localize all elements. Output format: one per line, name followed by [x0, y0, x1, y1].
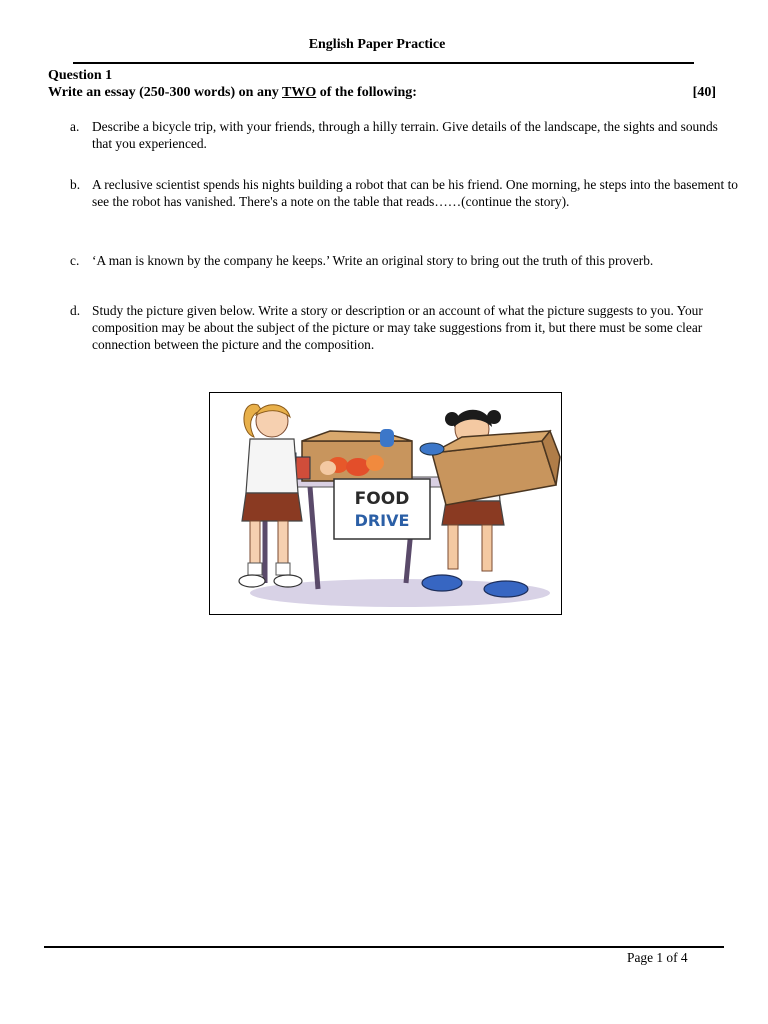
- sign-line-drive: DRIVE: [354, 511, 410, 530]
- page-number: Page 1 of 4: [627, 950, 688, 965]
- food-drive-sign: [334, 479, 430, 539]
- instruction-emphasis: TWO: [282, 85, 317, 100]
- donation-box-on-table: [302, 429, 412, 481]
- question-heading: Question 1: [48, 68, 113, 83]
- option-text: Describe a bicycle trip, with your friends, through a hilly terrain. Give details of the landscape, the sights and sounds that you experienced.: [92, 119, 718, 151]
- question-marks: [40]: [692, 85, 716, 100]
- option-marker: d.: [70, 303, 81, 318]
- option-marker: a.: [70, 119, 80, 134]
- footer-divider: [44, 946, 724, 948]
- option-text: A reclusive scientist spends his nights building a robot that can be his friend. One morning, he steps into the basement to see the robot has vanished. There's a note on the table that reads……(continue the story).: [92, 177, 738, 209]
- option-text: Study the picture given below. Write a story or description or an account of what the picture suggests to you. Your composition may be about the subject of the picture or may take suggestions from it, but there must be some clear connection between the picture and the composition.: [92, 303, 703, 352]
- instruction-text-end: of the following:: [316, 85, 417, 100]
- option-marker: b.: [70, 177, 81, 192]
- option-text: ‘A man is known by the company he keeps.’ Write an original story to bring out the truth of this proverb.: [92, 253, 654, 268]
- food-drive-illustration: [209, 392, 562, 615]
- option-marker: c.: [70, 253, 80, 268]
- page-title: English Paper Practice: [308, 37, 446, 52]
- question-instruction: [48, 85, 716, 101]
- sign-line-food: FOOD: [354, 489, 410, 509]
- instruction-text-start: Write an essay (250-300 words) on any: [48, 85, 282, 100]
- donation-box-carried: [420, 431, 560, 505]
- girl-left: [239, 404, 302, 587]
- title-divider: [73, 62, 694, 64]
